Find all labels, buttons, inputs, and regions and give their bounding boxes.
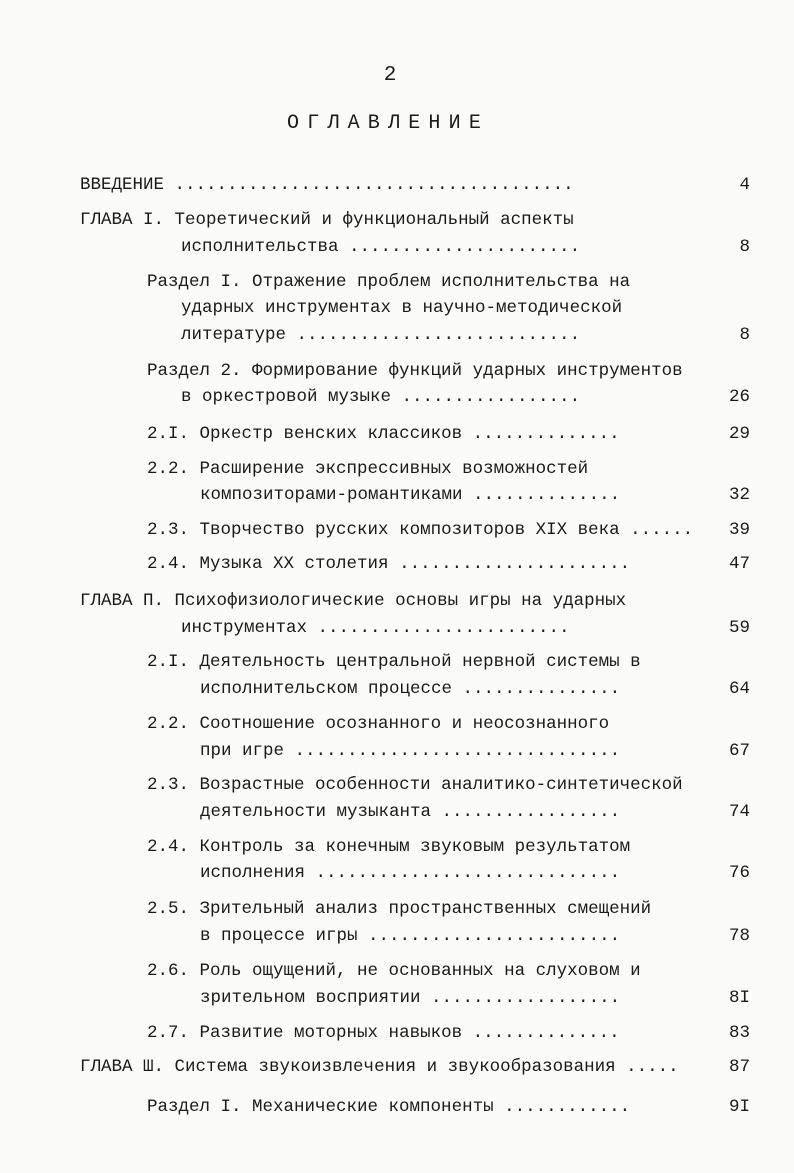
entry-title-line: Психофизиологические основы игры на ударных bbox=[174, 591, 627, 611]
entry-page: 32 bbox=[728, 485, 750, 505]
entry-title: Система звукоизвлечения и звукообразования ..... bbox=[174, 1057, 679, 1077]
entry-prefix: ГЛАВА П. bbox=[80, 591, 165, 611]
entry-prefix: ГЛАВА Ш. bbox=[80, 1057, 165, 1077]
entry-prefix: 2.3. bbox=[147, 520, 190, 540]
entry-prefix: ГЛАВА I. bbox=[80, 210, 165, 230]
entry-page: 8 bbox=[739, 237, 750, 257]
entry-page: 64 bbox=[728, 679, 750, 699]
chapter-2-last-line: инструментах ........................ bbox=[181, 618, 570, 638]
entry-page: 74 bbox=[728, 802, 750, 822]
entry-title-line: Роль ощущений, не основанных на слуховом и bbox=[199, 961, 641, 981]
section-2 bbox=[147, 360, 683, 382]
entry-title: Механические компоненты ............ bbox=[252, 1097, 631, 1117]
chapter-1-last-line: исполнительства ...................... bbox=[181, 237, 581, 257]
subsection-2-2 bbox=[147, 458, 588, 480]
entry-prefix: 2.I. bbox=[147, 652, 190, 672]
entry-title: Развитие моторных навыков .............. bbox=[199, 1023, 620, 1043]
subsection-2-1 bbox=[147, 423, 620, 445]
entry-prefix: 2.2. bbox=[147, 459, 190, 479]
subsection-2-3 bbox=[147, 519, 693, 541]
entry-prefix: 2.6. bbox=[147, 961, 190, 981]
entry-title-line: Формирование функций ударных инструментов bbox=[252, 361, 683, 381]
entry-title-line: Деятельность центральной нервной системы в bbox=[199, 652, 641, 672]
subsection-ch2-2-4 bbox=[147, 836, 630, 858]
entry-title-line: Соотношение осознанного и неосознанного bbox=[199, 714, 610, 734]
entry-page: 59 bbox=[728, 618, 750, 638]
entry-prefix: 2.2. bbox=[147, 714, 190, 734]
entry-title-line: Возрастные особенности аналитико-синтетической bbox=[199, 775, 683, 795]
subsection-ch2-2-1-last-line: исполнительском процессе ............... bbox=[200, 679, 621, 699]
subsection-ch2-2-1 bbox=[147, 651, 641, 673]
entry-page: 67 bbox=[728, 741, 750, 761]
entry-title-line: Зрительный анализ пространственных смещений bbox=[199, 899, 652, 919]
section-ch3-1 bbox=[147, 1096, 630, 1118]
subsection-ch2-2-2-last-line: при игре ............................... bbox=[200, 741, 621, 761]
entry-page: 76 bbox=[728, 863, 750, 883]
entry-prefix: 2.5. bbox=[147, 899, 190, 919]
subsection-ch2-2-2 bbox=[147, 713, 609, 735]
entry-page: 47 bbox=[728, 554, 750, 574]
entry-title: Творчество русских композиторов XIX века ...... bbox=[199, 520, 694, 540]
entry-prefix: ВВЕДЕНИЕ bbox=[80, 175, 165, 195]
entry-prefix: Раздел 2. bbox=[147, 361, 242, 381]
subsection-ch2-2-3 bbox=[147, 774, 683, 796]
entry-title-line: Теоретический и функциональный аспекты bbox=[174, 210, 574, 230]
section-1 bbox=[147, 271, 630, 293]
entry-prefix: Раздел I. bbox=[147, 272, 242, 292]
entry-title-line: Контроль за конечным звуковым результатом bbox=[199, 837, 631, 857]
entry-page: 39 bbox=[728, 520, 750, 540]
toc-title: ОГЛАВЛЕНИЕ bbox=[287, 112, 490, 135]
entry-title: Оркестр венских классиков .............. bbox=[199, 424, 620, 444]
entry-prefix: Раздел I. bbox=[147, 1097, 242, 1117]
subsection-ch2-2-4-last-line: исполнения ............................. bbox=[200, 863, 621, 883]
entry-title-line: Отражение проблем исполнительства на bbox=[252, 272, 631, 292]
entry-page: 8I bbox=[728, 988, 750, 1008]
subsection-2-2-last-line: композиторами-романтиками .............. bbox=[200, 485, 621, 505]
subsection-ch2-2-6-last-line: зрительном восприятии .................. bbox=[200, 988, 621, 1008]
chapter-1 bbox=[80, 209, 574, 231]
entry-page: 87 bbox=[728, 1057, 750, 1077]
subsection-ch2-2-6 bbox=[147, 960, 641, 982]
subsection-ch2-2-5-last-line: в процессе игры ........................ bbox=[200, 926, 621, 946]
entry-prefix: 2.7. bbox=[147, 1023, 190, 1043]
section-1-line-2: ударных инструментах в научно-методической bbox=[181, 298, 623, 318]
entry-page: 29 bbox=[728, 424, 750, 444]
entry-prefix: 2.3. bbox=[147, 775, 190, 795]
subsection-ch2-2-3-last-line: деятельности музыканта ................. bbox=[200, 802, 621, 822]
entry-title: Музыка XX столетия ...................... bbox=[199, 554, 631, 574]
entry-introduction bbox=[80, 174, 574, 196]
subsection-ch2-2-5 bbox=[147, 898, 651, 920]
entry-prefix: 2.4. bbox=[147, 837, 190, 857]
section-2-last-line: в оркестровой музыке ................. bbox=[181, 387, 581, 407]
entry-title: ...................................... bbox=[164, 175, 574, 195]
entry-page: 26 bbox=[728, 387, 750, 407]
entry-page: 83 bbox=[728, 1023, 750, 1043]
subsection-2-4 bbox=[147, 553, 630, 575]
chapter-3 bbox=[80, 1056, 679, 1078]
entry-title-line: Расширение экспрессивных возможностей bbox=[199, 459, 589, 479]
entry-page: 78 bbox=[728, 926, 750, 946]
section-1-last-line: литературе ........................... bbox=[181, 325, 581, 345]
entry-page: 4 bbox=[739, 175, 750, 195]
chapter-2 bbox=[80, 590, 626, 612]
entry-prefix: 2.I. bbox=[147, 424, 190, 444]
entry-page: 8 bbox=[739, 325, 750, 345]
entry-prefix: 2.4. bbox=[147, 554, 190, 574]
subsection-ch2-2-7 bbox=[147, 1022, 620, 1044]
entry-page: 9I bbox=[728, 1097, 750, 1117]
page-number: 2 bbox=[383, 64, 397, 87]
